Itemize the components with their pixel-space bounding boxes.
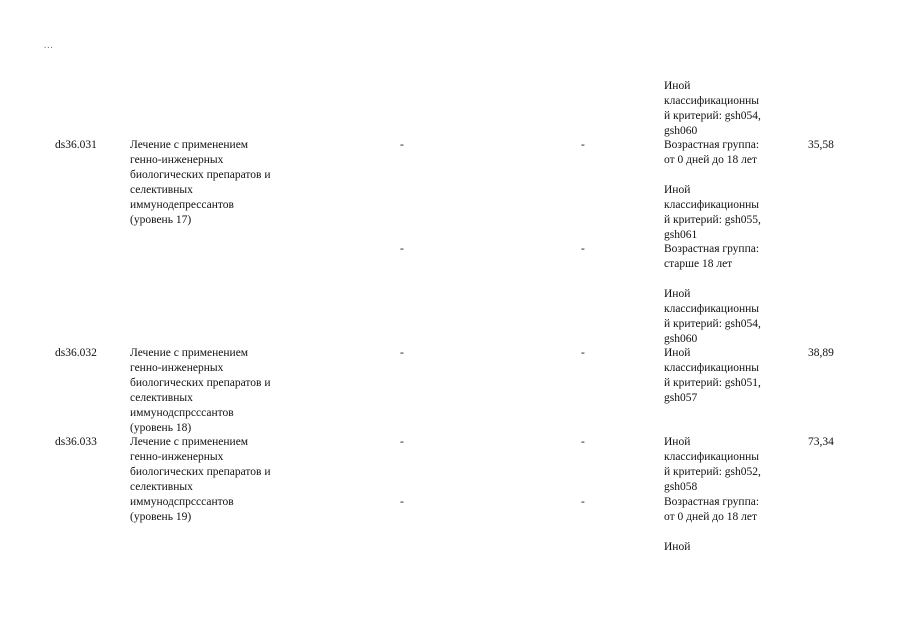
criteria-age-group [664, 138, 761, 243]
criteria-age-group [664, 495, 759, 555]
name-line: Лечение с применением [130, 139, 249, 151]
row-coefficient: 73,34 [808, 436, 834, 448]
dash-cell: - [581, 436, 585, 448]
criteria-line: Иной [664, 184, 691, 196]
name-line: биологических препаратов и [130, 169, 271, 181]
name-line: (уровень 19) [130, 511, 192, 523]
criteria-line: Иной [664, 80, 691, 92]
name-line: (уровень 17) [130, 214, 192, 226]
dash-cell: - [581, 496, 585, 508]
name-line: генно-инженерных [130, 362, 224, 374]
criteria-line: й критерий: gsh054, [664, 110, 761, 122]
name-line: (уровень 18) [130, 422, 192, 434]
dash-cell: - [581, 139, 585, 151]
criteria-line: Возрастная группа: [664, 496, 760, 508]
criteria-line: gsh060 [664, 125, 698, 137]
name-line: биологических препаратов и [130, 466, 271, 478]
criteria-other [664, 346, 761, 406]
name-line: селективных [130, 392, 193, 404]
row-code: ds36.033 [55, 436, 97, 448]
criteria-line: й критерий: gsh051, [664, 377, 761, 389]
criteria-line: gsh060 [664, 333, 698, 345]
row-name [130, 435, 271, 525]
name-line: иммунодепрессантов [130, 199, 234, 211]
page-mark: ... [44, 40, 54, 50]
criteria-line: Иной [664, 347, 691, 359]
row-coefficient: 38,89 [808, 347, 834, 359]
name-line: генно-инженерных [130, 154, 224, 166]
row-coefficient: 35,58 [808, 139, 834, 151]
criteria-line: Иной [664, 436, 691, 448]
dash-cell: - [400, 436, 404, 448]
dash-cell: - [400, 243, 404, 255]
criteria-line: й критерий: gsh055, [664, 214, 761, 226]
name-line: генно-инженерных [130, 451, 224, 463]
criteria-line: от 0 дней до 18 лет [664, 511, 757, 523]
dash-cell: - [400, 496, 404, 508]
name-line: селективных [130, 481, 193, 493]
criteria-age-group [664, 242, 761, 347]
name-line: иммунодспрсссантов [130, 407, 234, 419]
criteria-line: от 0 дней до 18 лет [664, 154, 757, 166]
name-line: селективных [130, 184, 193, 196]
criteria-line: классификационны [664, 199, 760, 211]
criteria-line: классификационны [664, 362, 760, 374]
row-code: ds36.032 [55, 347, 97, 359]
criteria-line: классификационны [664, 451, 760, 463]
criteria-line: й критерий: gsh052, [664, 466, 761, 478]
dash-cell: - [400, 347, 404, 359]
criteria-other [664, 435, 761, 495]
row-name [130, 138, 271, 228]
criteria-line: gsh057 [664, 392, 698, 404]
criteria-line: Возрастная группа: [664, 243, 760, 255]
criteria-line: Иной [664, 541, 691, 553]
name-line: биологических препаратов и [130, 377, 271, 389]
criteria-line: Возрастная группа: [664, 139, 760, 151]
row-name [130, 346, 271, 436]
criteria-block-top [664, 79, 761, 139]
criteria-line: gsh058 [664, 481, 698, 493]
criteria-line: классификационны [664, 95, 760, 107]
criteria-line: й критерий: gsh054, [664, 318, 761, 330]
criteria-line: gsh061 [664, 229, 698, 241]
name-line: иммунодспрсссантов [130, 496, 234, 508]
criteria-line: старше 18 лет [664, 258, 733, 270]
dash-cell: - [400, 139, 404, 151]
row-code: ds36.031 [55, 139, 97, 151]
dash-cell: - [581, 347, 585, 359]
name-line: Лечение с применением [130, 347, 249, 359]
criteria-line: Иной [664, 288, 691, 300]
name-line: Лечение с применением [130, 436, 249, 448]
criteria-line: классификационны [664, 303, 760, 315]
dash-cell: - [581, 243, 585, 255]
